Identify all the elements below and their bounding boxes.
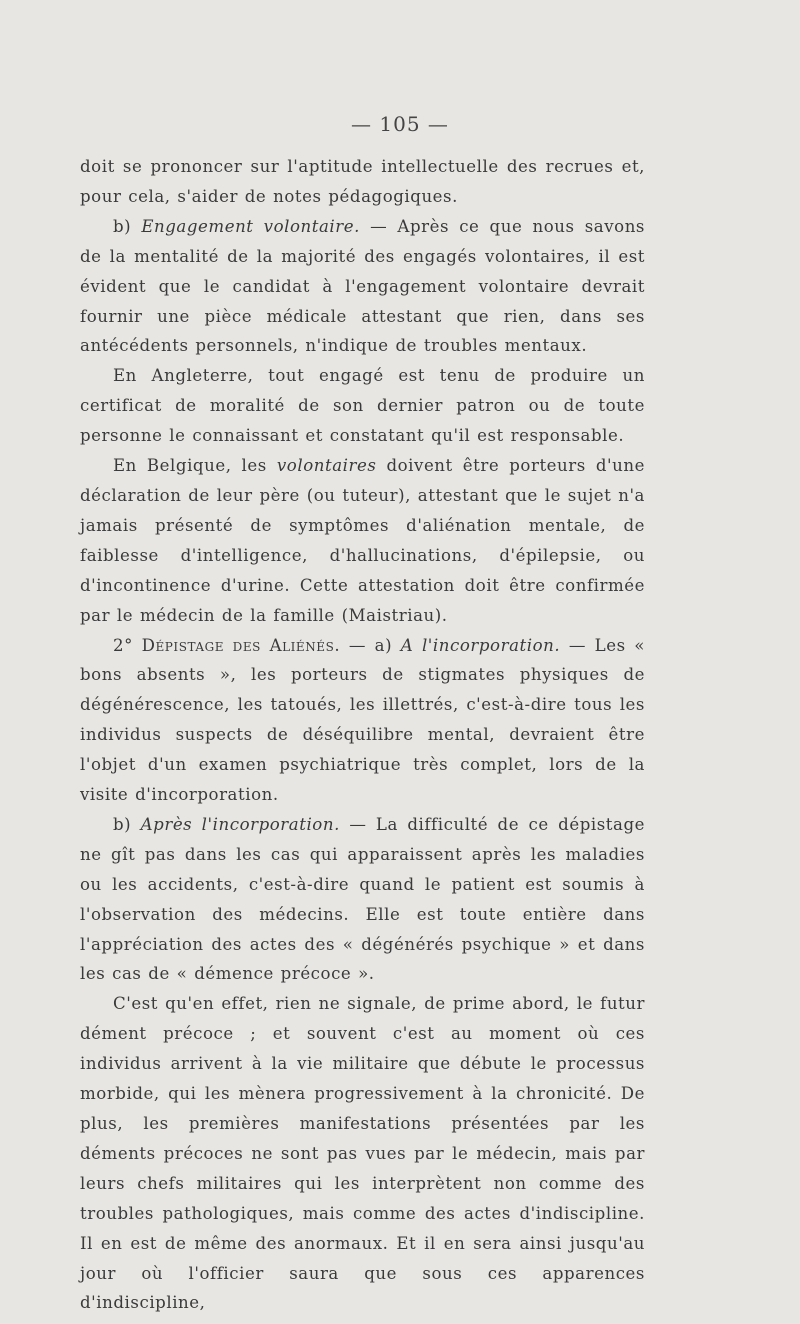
paragraph-text: En Angleterre, tout engagé est tenu de produire un certificat de moralité de son dernier patron ou de toute personne le connaissant et constatant qu'il est responsable. <box>80 366 645 446</box>
page-number: — 105 — <box>351 112 449 136</box>
section-label: — a) <box>340 635 401 655</box>
paragraph-belgique <box>80 451 645 630</box>
section-heading: Engagement volontaire. <box>141 216 360 236</box>
paragraph-text: En Belgique, les <box>113 456 277 476</box>
paragraph-text: — La difficulté de ce dépistage ne gît pas dans les cas qui apparaissent après les maladies ou les accidents, c'est-à-dire quand le patient est soumis à l'observation des médecins. Elle est toute entière dans l'appréciation des actes des « dégénérés psychique » et dans les cas de « démence précoce ». <box>80 814 645 984</box>
paragraph-text: — Les « bons absents », les porteurs de stigmates physiques de dégénérescence, les tatoués, les illettrés, c'est-à-dire tous les individus suspects de déséquilibre mental, devraient être l'objet d'un examen psychiatrique très complet, lors de la visite d'incorporation. <box>80 635 646 805</box>
paragraph-apres-incorporation <box>80 810 645 989</box>
section-number: 2° <box>113 635 142 655</box>
italic-term: volontaires <box>276 456 377 476</box>
paragraph-text: doivent être porteurs d'une déclaration de leur père (ou tuteur), attestant que le sujet n'a jamais présenté de symptômes d'aliénation mentale, de faiblesse d'intelligence, d'hallucinations, d'épilepsie, ou d'incontinence d'urine. Cette attestation doit être confirmée par le médecin de la famille (Maistriau). <box>80 456 645 625</box>
section-label: b) <box>113 216 142 236</box>
paragraph-depistage <box>80 631 645 810</box>
paragraph-dement-precoce <box>80 989 645 1318</box>
section-heading: A l'incorporation. <box>400 635 561 655</box>
paragraph-angleterre <box>80 361 645 451</box>
section-title: Dépistage des Aliénés. <box>141 635 341 655</box>
paragraph-text: doit se prononcer sur l'aptitude intellectuelle des recrues et, pour cela, s'aider de notes pédagogiques. <box>80 157 645 206</box>
section-heading: Après l'incorporation. <box>140 814 340 834</box>
section-label: b) <box>113 814 141 834</box>
body-text <box>80 152 645 1318</box>
paragraph-1 <box>80 152 645 212</box>
paragraph-text: — Après ce que nous savons de la mentalité de la majorité des engagés volontaires, il est évident que le candidat à l'engagement volontaire devrait fournir une pièce médicale attestant que rien, dans ses antécédents personnels, n'indique de troubles mentaux. <box>80 216 645 356</box>
paragraph-text: C'est qu'en effet, rien ne signale, de prime abord, le futur dément précoce ; et souvent c'est au moment où ces individus arrivent à la vie militaire que débute le processus morbide, qui les mènera progressivement à la chronicité. De plus, les premières manifestations présentées par les déments précoces ne sont pas vues par le médecin, mais par leurs chefs militaires qui les interprètent non comme des troubles pathologiques, mais comme des actes d'indiscipline. Il en est de même des anormaux. Et il en sera ainsi jusqu'au jour où l'officier saura que sous ces apparences d'indiscipline, <box>80 994 645 1313</box>
paragraph-engagement-volontaire <box>80 212 645 362</box>
